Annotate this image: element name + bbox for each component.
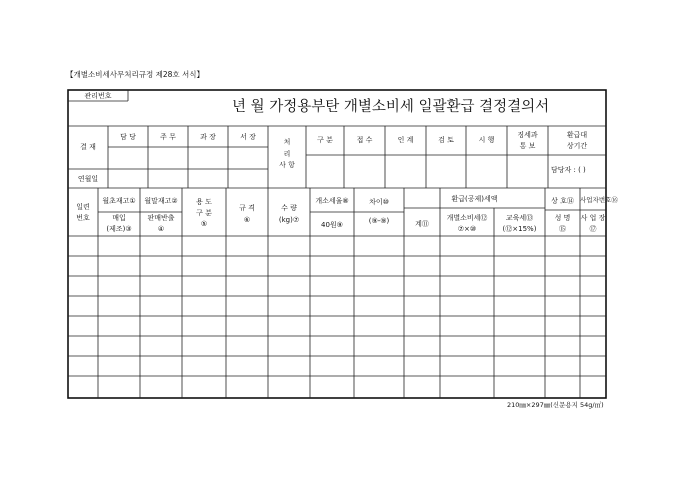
biz-addr-label: 사 업 장: [580, 214, 606, 222]
usage-2: 구 분: [196, 209, 212, 217]
diff-label: 차이⑩: [369, 198, 389, 206]
refund-period-1: 환급대: [566, 131, 588, 139]
company-label: 상 호⑭: [551, 197, 574, 205]
sales-out: 판매반출: [147, 214, 175, 222]
proc-col-ingye: 인 계: [397, 136, 414, 144]
approval-col-damdang: 담 당: [120, 133, 136, 141]
proc-notify-1: 징세과: [517, 131, 538, 139]
purchase-1: 매입: [112, 214, 126, 222]
indiv-tax-1: 개별소비세⑫: [446, 214, 488, 222]
approval-col-seojang: 서 장: [240, 133, 256, 141]
quantity-label: 수 량: [281, 204, 297, 212]
tax-rate-value: 40원⑨: [321, 221, 343, 229]
usage-1: 용 도: [196, 198, 212, 206]
edu-tax-2: (⑫×15%): [502, 225, 537, 233]
approval-label: 결 재: [80, 143, 96, 151]
mgmt-number-label: 관리번호: [84, 92, 112, 100]
refund-group-label: 환급(공제)세액: [451, 195, 498, 203]
spec-label: 규 격: [239, 204, 255, 212]
approval-col-jumu: 주 무: [160, 133, 176, 141]
purchase-2: (제조)③: [106, 225, 132, 233]
processing-label-2: 리: [283, 150, 291, 158]
serial-label-1: 일련: [76, 203, 90, 211]
proc-col-jeopsu: 접 수: [356, 136, 373, 144]
processing-label-1: 처: [283, 138, 291, 146]
proc-col-geomto: 검 토: [438, 136, 454, 144]
refund-period-2: 상기간: [566, 142, 588, 150]
processing-label-3: 사 항: [279, 161, 295, 169]
total-label: 계⑪: [415, 220, 429, 228]
tax-rate-label: 개소세율⑧: [315, 197, 349, 205]
paper-spec: 210㎜×297㎜(신문용지 54g/㎡): [507, 401, 604, 409]
proc-notify-2: 통 보: [519, 142, 536, 150]
proc-col-sihaeng: 시 행: [478, 136, 495, 144]
name-label: 성 명: [554, 214, 571, 222]
regulation-ref: 【개별소비세사무처리규정 제28호 서식】: [66, 70, 204, 79]
diff-formula: (⑨-⑨): [368, 217, 390, 225]
name-num: ⑮: [559, 225, 566, 233]
month-end-stock: 월말재고②: [144, 197, 178, 205]
biz-no-label: 사업자번호⑯: [580, 196, 618, 204]
usage-num: ⑤: [200, 220, 208, 228]
monthly-start-stock: 월초재고①: [102, 197, 136, 205]
document-title: 년 월 가정용부탄 개별소비세 일괄환급 결정결의서: [232, 99, 550, 115]
approval-date-label: 연월일: [77, 175, 99, 183]
biz-addr-num: ⑰: [589, 225, 597, 233]
quantity-unit: (kg)⑦: [278, 216, 300, 224]
officer-label: 담당자 : ( ): [551, 166, 586, 174]
sales-out-num: ④: [157, 225, 165, 233]
indiv-tax-2: ⑦×⑩: [457, 225, 477, 233]
proc-col-gubun: 구 분: [317, 136, 333, 144]
approval-col-gwajang: 과 장: [200, 133, 216, 141]
serial-label-2: 번호: [76, 214, 90, 222]
edu-tax-1: 교육세⑬: [505, 214, 534, 222]
spec-num: ⑥: [243, 216, 251, 224]
